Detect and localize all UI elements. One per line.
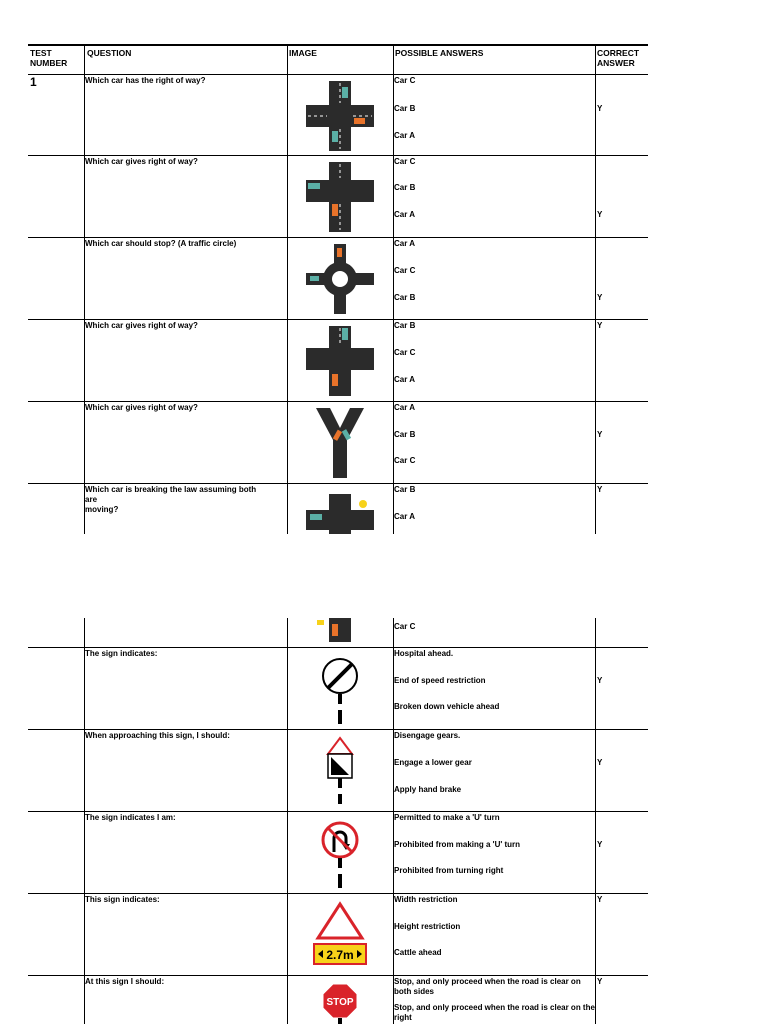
answer-option: Car B: [394, 485, 416, 494]
table-row: [28, 402, 648, 484]
answer-option: Disengage gears.: [394, 731, 461, 740]
correct-mark: Y: [597, 758, 603, 767]
answer-option: Car A: [394, 131, 416, 140]
correct-mark: Y: [597, 485, 603, 494]
correct-mark: Y: [597, 210, 603, 219]
correct-mark: Y: [597, 104, 603, 113]
crossroads-diagram-icon: [292, 618, 388, 644]
answer-option: Car C: [394, 622, 416, 631]
answer-option: Car B: [394, 321, 416, 330]
sign-label: 2.7m: [326, 948, 354, 962]
test-number: 1: [30, 75, 37, 89]
header-test-number: TEST NUMBER: [30, 48, 68, 68]
page-2-table: [28, 618, 648, 1024]
question-text: Which car should stop? (A traffic circle): [85, 239, 237, 248]
answer-option: Broken down vehicle ahead: [394, 702, 500, 711]
end-of-restriction-sign-icon: [292, 650, 388, 728]
answer-option: Stop, and only proceed when the road is clear on both sides: [394, 977, 581, 996]
correct-mark: Y: [597, 676, 603, 685]
question-text: Which car gives right of way?: [85, 321, 198, 330]
correct-mark: Y: [597, 895, 603, 904]
answer-option: Car B: [394, 183, 416, 192]
table-row: [28, 238, 648, 320]
question-text: The sign indicates:: [85, 649, 158, 658]
answer-option: Permitted to make a 'U' turn: [394, 813, 500, 822]
answer-option: Car A: [394, 239, 416, 248]
answer-option: Width restriction: [394, 895, 458, 904]
answer-option: Car C: [394, 266, 416, 275]
table-row: [28, 976, 648, 1024]
page-1-table: [28, 44, 648, 534]
answer-option: Cattle ahead: [394, 948, 442, 957]
correct-mark: Y: [597, 840, 603, 849]
correct-mark: Y: [597, 321, 603, 330]
crossroads-diagram-icon: [292, 486, 388, 534]
stop-sign-icon: [292, 978, 388, 1024]
answer-option: Car B: [394, 293, 416, 302]
answer-option: Prohibited from making a 'U' turn: [394, 840, 521, 849]
answer-option: Car A: [394, 403, 416, 412]
answer-option: Height restriction: [394, 922, 461, 931]
answer-option: Car A: [394, 210, 416, 219]
question-text: The sign indicates I am:: [85, 813, 176, 822]
answer-option: Car C: [394, 348, 416, 357]
table-row: [28, 320, 648, 402]
answer-option: Stop, and only proceed when the road is clear on the right: [394, 1003, 595, 1022]
question-text: Which car has the right of way?: [85, 76, 206, 85]
table-row: [28, 648, 648, 730]
table-header: [28, 44, 648, 74]
correct-mark: Y: [597, 977, 603, 986]
answer-option: Car B: [394, 104, 416, 113]
answer-option: Car C: [394, 456, 416, 465]
table-row: [28, 894, 648, 976]
question-text: Which car is breaking the law assuming both are moving?: [85, 485, 257, 514]
answer-option: Apply hand brake: [394, 785, 462, 794]
table-row: [28, 156, 648, 238]
correct-mark: Y: [597, 293, 603, 302]
question-text: Which car gives right of way?: [85, 403, 198, 412]
no-u-turn-sign-icon: [292, 814, 388, 892]
answer-option: End of speed restriction: [394, 676, 486, 685]
header-correct-answer: CORRECT ANSWER: [597, 48, 640, 68]
roundabout-diagram-icon: [292, 240, 388, 318]
steep-descent-sign-icon: [292, 732, 388, 810]
crossroads-diagram-icon: [292, 322, 388, 400]
crossroads-diagram-icon: [292, 77, 388, 155]
answer-option: Car A: [394, 375, 416, 384]
question-text: At this sign I should:: [85, 977, 165, 986]
table-row: [28, 730, 648, 812]
answer-option: Engage a lower gear: [394, 758, 472, 767]
height-restriction-sign-icon: [292, 896, 388, 974]
header-image: IMAGE: [289, 48, 317, 58]
answer-option: Car B: [394, 430, 416, 439]
table-row-continued: [28, 618, 648, 648]
answer-option: Prohibited from turning right: [394, 866, 504, 875]
question-text: Which car gives right of way?: [85, 157, 198, 166]
header-possible-answers: POSSIBLE ANSWERS: [395, 48, 484, 58]
answer-option: Hospital ahead.: [394, 649, 454, 658]
table-row: [28, 484, 648, 534]
answer-option: Car C: [394, 157, 416, 166]
question-text: This sign indicates:: [85, 895, 160, 904]
y-junction-diagram-icon: [292, 404, 388, 482]
crossroads-diagram-icon: [292, 158, 388, 236]
correct-mark: Y: [597, 430, 603, 439]
sign-label: STOP: [326, 997, 354, 1008]
header-question: QUESTION: [87, 48, 132, 58]
question-text: When approaching this sign, I should:: [85, 731, 230, 740]
table-row: [28, 74, 648, 156]
table-row: [28, 812, 648, 894]
answer-option: Car C: [394, 76, 416, 85]
answer-option: Car A: [394, 512, 416, 521]
